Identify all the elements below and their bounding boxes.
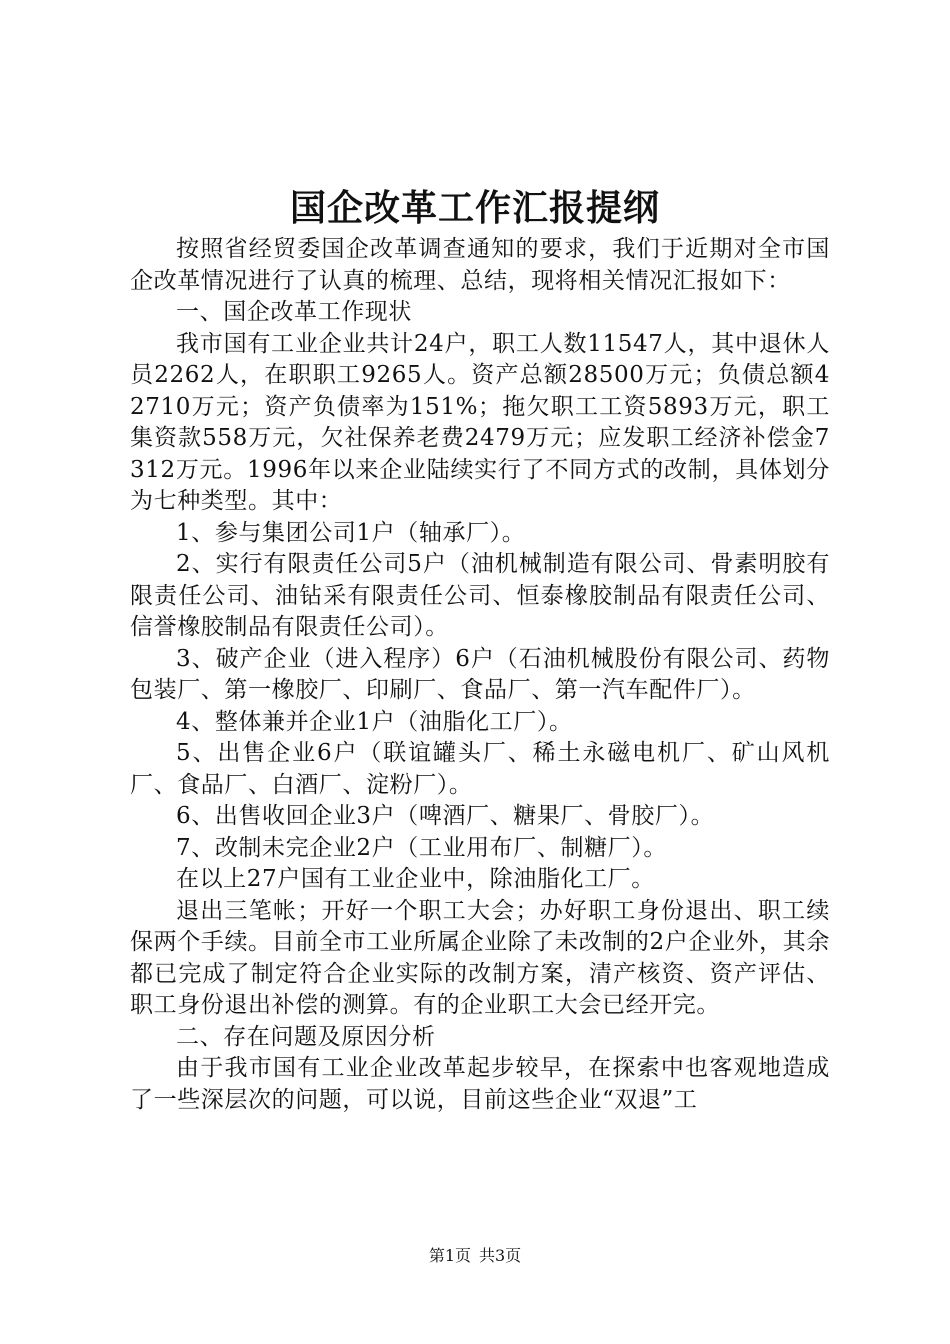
page-total: 共3页 [479,1246,522,1265]
list-item-type-3: 3、破产企业（进入程序）6户（石油机械股份有限公司、药物包装厂、第一橡胶厂、印刷厂、食品厂、第一汽车配件厂）。 [130,645,830,703]
paragraph-summary: 在以上27户国有工业企业中，除油脂化工厂。 [176,866,655,892]
page-number: 第1页 [428,1246,471,1265]
page-footer [0,1244,950,1268]
paragraph-intro: 按照省经贸委国企改革调查通知的要求，我们于近期对全市国企改革情况进行了认真的梳理、总结，现将相关情况汇报如下： [130,236,830,294]
list-item-type-1: 1、参与集团公司1户（轴承厂）。 [176,519,526,546]
list-item-type-5: 5、出售企业6户（联谊罐头厂、稀土永磁电机厂、矿山风机厂、食品厂、白酒厂、淀粉厂）。 [130,740,830,798]
paragraph-problems: 由于我市国有工业企业改革起步较早，在探索中也客观地造成了一些深层次的问题，可以说，目前这些企业“双退”工 [130,1055,830,1113]
document-body [130,234,830,1116]
list-item-type-6: 6、出售收回企业3户（啤酒厂、糖果厂、骨胶厂）。 [176,803,715,829]
paragraph-progress: 退出三笔帐；开好一个职工大会；办好职工身份退出、职工续保两个手续。目前全市工业所属企业除了未改制的2户企业外，其余都已完成了制定符合企业实际的改制方案，清产核资、资产评估、职工身份退出补偿的测算。有的企业职工大会已经开完。 [130,897,830,1018]
section-heading-status: 一、国企改革工作现状 [176,299,412,325]
list-item-type-4: 4、整体兼并企业1户（油脂化工厂）。 [176,708,573,735]
section-heading-problems: 二、存在问题及原因分析 [176,1023,436,1050]
list-item-type-7: 7、改制未完企业2户（工业用布厂、制糖厂）。 [176,834,667,861]
paragraph-statistics: 我市国有工业企业共计24户，职工人数11547人，其中退休人员2262人，在职职工9265人。资产总额28500万元；负债总额42710万元；资产负债率为151%；拖欠职工工资5893万元，职工集资款558万元，欠社保养老费2479万元；应发职工经济补偿金7312万元。1996年以来企业陆续实行了不同方式的改制，具体划分为七种类型。其中： [130,330,830,514]
list-item-type-2: 2、实行有限责任公司5户（油机械制造有限公司、骨素明胶有限责任公司、油钻采有限责任公司、恒泰橡胶制品有限责任公司、信誉橡胶制品有限责任公司）。 [130,551,830,640]
document-title: 国企改革工作汇报提纲 [289,187,660,229]
